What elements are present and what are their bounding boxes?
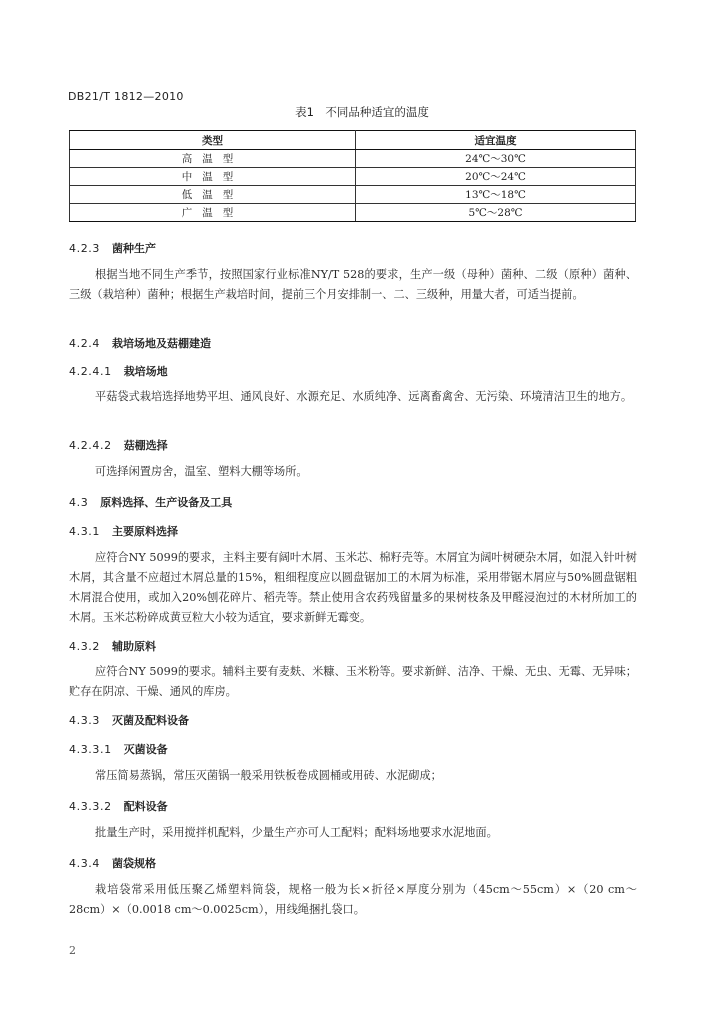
section-number: 4.2.4 <box>69 337 100 350</box>
section-number: 4.3.3.2 <box>69 800 112 813</box>
section-number: 4.3.4 <box>69 857 100 870</box>
section-paragraph: 常压简易蒸锅，常压灭菌锅一般采用铁板卷成圆桶或用砖、水泥砌成； <box>95 769 442 782</box>
cell-type: 高温型 <box>70 150 356 168</box>
section-title: 栽培场地及菇棚建造 <box>112 337 211 350</box>
section-title: 灭菌设备 <box>123 743 168 756</box>
temperature-table <box>69 130 636 222</box>
section-paragraph: 批量生产时，采用搅拌机配料，少量生产亦可人工配料；配料场地要求水泥地面。 <box>95 826 498 839</box>
section-number: 4.2.4.2 <box>69 439 112 452</box>
section-paragraph: 根据当地不同生产季节，按照国家行业标准NY/T 528的要求，生产一级（母种）菌种、二级（原种）菌种、三级（栽培种）菌种；根据生产栽培时间，提前三个月安排制一、二、三级种，用量大者，可适当提前。 <box>69 268 637 301</box>
section-number: 4.3.3.1 <box>69 743 112 756</box>
section-number: 4.3 <box>69 496 89 509</box>
table-row <box>70 204 636 222</box>
section-paragraph: 可选择闲置房舍，温室、塑料大棚等场所。 <box>95 465 308 478</box>
table-row <box>70 186 636 204</box>
section-heading <box>69 741 168 757</box>
cell-temp: 20℃～24℃ <box>356 168 636 186</box>
section-number: 4.2.3 <box>69 242 100 255</box>
section-heading <box>69 494 232 510</box>
section-heading <box>69 523 178 539</box>
column-header-type: 类型 <box>70 131 356 150</box>
cell-type: 低温型 <box>70 186 356 204</box>
cell-temp: 5℃～28℃ <box>356 204 636 222</box>
section-paragraph: 应符合NY 5099的要求，主料主要有阔叶木屑、玉米芯、棉籽壳等。木屑宜为阔叶树硬杂木屑，如混入针叶树木屑，其含量不应超过木屑总量的15%，粗细程度应以圆盘锯加工的木屑为标准，采用带锯木屑应与50%圆盘锯粗木屑混合使用，或加入20%刨花碎片、稻壳等。禁止使用含农药残留量多的果树枝条及甲醛浸泡过的木材所加工的木屑。玉米芯粉碎成黄豆粒大小较为适宜，要求新鲜无霉变。 <box>69 551 637 624</box>
section-title: 原料选择、生产设备及工具 <box>100 496 233 509</box>
page-number: 2 <box>69 944 76 957</box>
table-row <box>70 150 636 168</box>
section-number: 4.3.1 <box>69 525 100 538</box>
standard-code: DB21/T 1812—2010 <box>68 90 184 103</box>
section-heading <box>69 335 211 351</box>
section-paragraph: 应符合NY 5099的要求。辅料主要有麦麸、米糠、玉米粉等。要求新鲜、洁净、干燥、无虫、无霉、无异味；贮存在阴凉、干燥、通风的库房。 <box>69 665 637 698</box>
section-number: 4.2.4.1 <box>69 365 112 378</box>
section-title: 配料设备 <box>123 800 168 813</box>
table-title: 表1 不同品种适宜的温度 <box>295 105 429 119</box>
table-header-row <box>70 131 636 150</box>
cell-temp: 24℃～30℃ <box>356 150 636 168</box>
section-heading <box>69 712 189 728</box>
table-row <box>70 168 636 186</box>
section-number: 4.3.3 <box>69 714 100 727</box>
section-heading <box>69 855 156 871</box>
column-header-temp: 适宜温度 <box>356 131 636 150</box>
section-title: 主要原料选择 <box>112 525 178 538</box>
section-title: 菇棚选择 <box>123 439 168 452</box>
cell-type: 广温型 <box>70 204 356 222</box>
section-heading <box>69 638 156 654</box>
section-title: 灭菌及配料设备 <box>112 714 189 727</box>
section-heading <box>69 798 168 814</box>
section-number: 4.3.2 <box>69 640 100 653</box>
section-heading <box>69 240 156 256</box>
section-heading <box>69 437 168 453</box>
section-paragraph: 平菇袋式栽培选择地势平坦、通风良好、水源充足、水质纯净、远离畜禽舍、无污染、环境清洁卫生的地方。 <box>95 390 633 403</box>
section-heading <box>69 363 168 379</box>
cell-type: 中温型 <box>70 168 356 186</box>
section-title: 栽培场地 <box>123 365 168 378</box>
section-paragraph: 栽培袋常采用低压聚乙烯塑料筒袋，规格一般为长×折径×厚度分别为（45cm～55cm）×（20 cm～28cm）×（0.0018 cm～0.0025cm），用线绳捆扎袋口。 <box>69 883 637 916</box>
section-title: 菌袋规格 <box>112 857 156 870</box>
cell-temp: 13℃～18℃ <box>356 186 636 204</box>
section-title: 辅助原料 <box>112 640 156 653</box>
section-title: 菌种生产 <box>112 242 156 255</box>
